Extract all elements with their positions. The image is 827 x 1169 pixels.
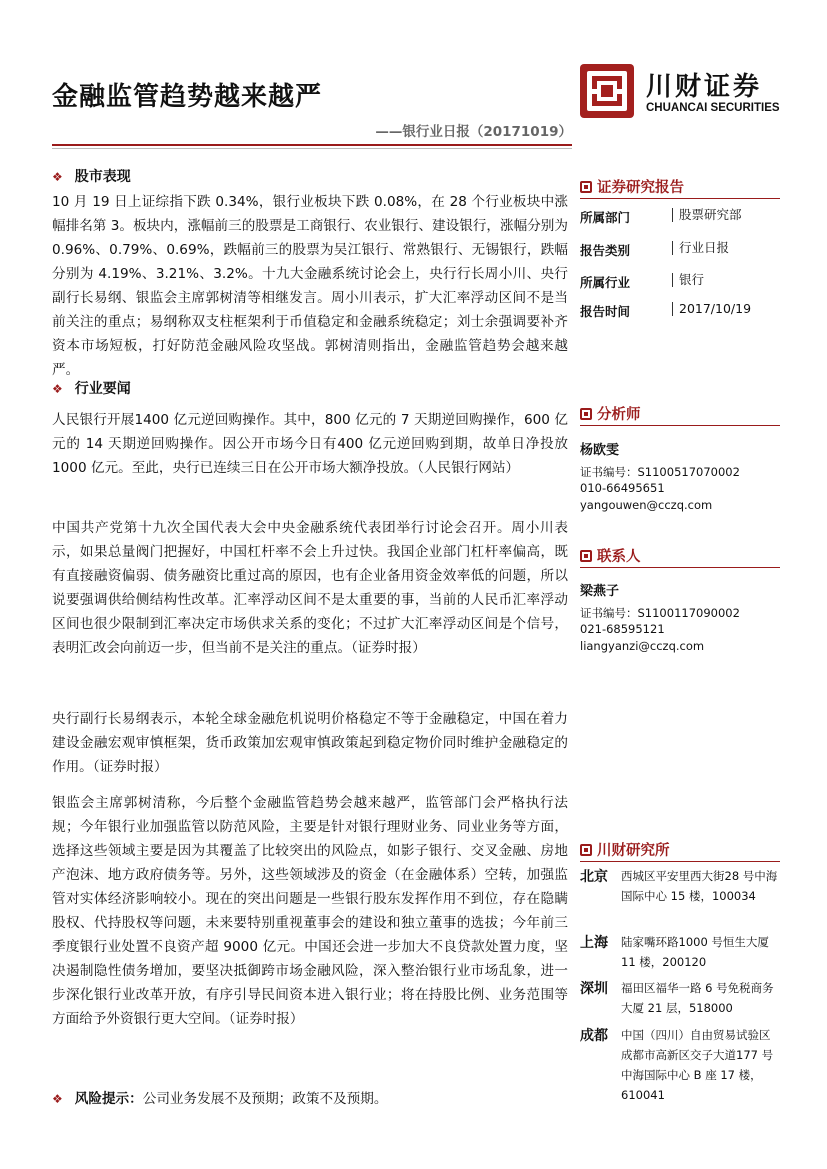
diamond-bullet-icon: ❖ — [52, 382, 63, 396]
risk-text: 公司业务发展不及预期；政策不及预期。 — [142, 1091, 388, 1107]
news-paragraph-3: 央行副行长易纲表示，本轮全球金融危机说明价格稳定不等于金融稳定，中国在着力建设金融宏观审慎框架，货币政策加宏观审慎政策起到稳定物价同时维护金融稳定的作用。（证券时报） — [52, 711, 568, 775]
info-row-date — [580, 302, 780, 322]
info-value: 2017/10/19 — [672, 302, 751, 316]
info-key: 报告类别 — [580, 243, 631, 258]
analyst-phone: 010-66495651 — [580, 481, 665, 495]
analyst-heading: 分析师 — [580, 403, 641, 424]
info-row-department — [580, 208, 780, 228]
office-beijing — [580, 866, 780, 926]
analyst-email[interactable]: yangouwen@cczq.com — [580, 497, 713, 512]
brand-name-en: CHUANCAI SECURITIES — [646, 102, 780, 114]
contact-heading: 联系人 — [580, 545, 641, 566]
section-industry-news — [52, 378, 131, 398]
analyst-cert: 证书编号：S1100517070002 — [580, 464, 740, 479]
office-address: 陆家嘴环路1000 号恒生大厦 11 楼，200120 — [621, 935, 769, 969]
info-key: 所属部门 — [580, 210, 631, 225]
sidebar-rule — [580, 198, 780, 199]
analyst-card — [580, 443, 780, 513]
section-stock-performance — [52, 166, 131, 186]
info-row-industry — [580, 273, 780, 293]
market-summary-paragraph: 10 月 19 日上证综指下跌 0.34%，银行业板块下跌 0.08%，在 28 个行业板块中涨幅排名第 3。板块内，涨幅前三的股票是工商银行、农业银行、建设银行，涨幅分别为 0.96%、0.79%、0.69%，跌幅前三的股票为吴江银行、常熟银行、无锡银行，跌幅分别为 4.19%、3.21%、3.2%。十九大金融系统讨论会上，央行行长周小川、央行副行长易纲、银监会主席郭树清等相继发言。周小川表示，扩大汇率浮动区间不是当前关注的重点；易纲称双支柱框架利于币值稳定和金融系统稳定；刘士余强调要补齐资本市场短板，打好防范金融风险攻坚战。郭树清则指出，金融监管趋势会越来越严。 — [52, 194, 568, 378]
news-paragraph-1: 人民银行开展1400 亿元逆回购操作。其中，800 亿元的 7 天期逆回购操作，600 亿元的 14 天期逆回购操作。因公开市场今日有400 亿元逆回购到期，故单日净投放 1000 亿元。至此，央行已连续三日在公开市场大额净投放。（人民银行网站） — [52, 412, 568, 476]
contact-email[interactable]: liangyanzi@cczq.com — [580, 638, 705, 653]
analyst-name: 杨欧雯 — [580, 443, 620, 458]
info-value: 银行 — [672, 273, 704, 287]
office-city: 成都 — [580, 1028, 608, 1044]
office-address: 福田区福华一路 6 号免税商务大厦 21 层，518000 — [621, 981, 774, 1015]
report-heading: 证券研究报告 — [580, 176, 684, 197]
report-subtitle: ——银行业日报（20171019） — [375, 124, 572, 140]
news-paragraph-2: 中国共产党第十九次全国代表大会中央金融系统代表团举行讨论会召开。周小川表示，如果总量阀门把握好，中国杠杆率不会上升过快。我国企业部门杠杆率偏高，既有直接融资偏弱、债务融资比重过高的原因，也有企业备用资金效率低的问题，所以说要强调供给侧结构性改革。汇率浮动区间不是太重要的事，当前的人民币汇率浮动区间也很少限制到汇率决定市场供求关系的变化；不过扩大汇率浮动区间是个信号，表明汇改会向前迈一步，但当前不是关注的重点。（证券时报） — [52, 520, 568, 656]
risk-label: 风险提示： — [74, 1091, 143, 1107]
office-city: 深圳 — [580, 981, 608, 997]
info-row-category — [580, 241, 780, 261]
office-address: 西城区平安里西大街28 号中海国际中心 15 楼，100034 — [621, 869, 778, 903]
sidebar-rule — [580, 861, 780, 862]
chuancai-logo-icon — [580, 64, 634, 118]
institute-heading: 川财研究所 — [580, 839, 670, 860]
info-value: 行业日报 — [672, 241, 729, 255]
header-rule-thin — [52, 148, 572, 149]
square-bullet-icon — [580, 408, 592, 420]
info-key: 所属行业 — [580, 275, 631, 290]
square-bullet-icon — [580, 844, 592, 856]
contact-cert: 证书编号：S1100117090002 — [580, 605, 740, 620]
info-key: 报告时间 — [580, 304, 631, 319]
office-address: 中国（四川）自由贸易试验区成都市高新区交子大道177 号中海国际中心 B 座 17 楼，610041 — [621, 1028, 774, 1102]
diamond-bullet-icon: ❖ — [52, 1092, 63, 1106]
company-logo — [580, 64, 780, 124]
office-city: 上海 — [580, 935, 608, 951]
brand-name-cn: 川财证券 — [646, 72, 763, 102]
header-rule — [52, 144, 572, 146]
sidebar-rule — [580, 425, 780, 426]
diamond-bullet-icon: ❖ — [52, 170, 63, 184]
sidebar-rule — [580, 567, 780, 568]
office-chengdu — [580, 1025, 780, 1102]
office-city: 北京 — [580, 869, 608, 885]
news-paragraph-4: 银监会主席郭树清称，今后整个金融监管趋势会越来越严，监管部门会严格执行法规；今年银行业加强监管以防范风险，主要是针对银行理财业务、同业业务等方面，选择这些领域主要是因为其覆盖了比较突出的风险点，如影子银行、交叉金融、房地产泡沫、地方政府债务等。另外，这些领域涉及的资金（在金融体系）空转，加强监管对实体经济影响较小。现在的突出问题是一些银行股东发挥作用不到位，存在隐瞒股权、代持股权等问题，未来要特别重视董事会的建设和独立董事的选拔；今年前三季度银行业处置不良资产超 9000 亿元。中国还会进一步加大不良贷款处置力度，坚决遏制隐性债务增加，要坚决抵御跨市场金融风险，深入整治银行业市场乱象，进一步深化银行业改革开放，有序引导民间资本进入银行业；将在持股比例、业务范围等方面给予外资银行更大空间。（证券时报） — [52, 795, 568, 1027]
contact-name: 梁燕子 — [580, 584, 620, 599]
section-title: 股市表现 — [74, 169, 131, 185]
contact-card — [580, 584, 780, 654]
square-bullet-icon — [580, 181, 592, 193]
contact-phone: 021-68595121 — [580, 622, 665, 636]
risk-warning — [52, 1087, 387, 1107]
section-title: 行业要闻 — [74, 381, 131, 397]
square-bullet-icon — [580, 550, 592, 562]
info-value: 股票研究部 — [672, 208, 742, 222]
report-title: 金融监管趋势越来越严 — [52, 82, 323, 112]
